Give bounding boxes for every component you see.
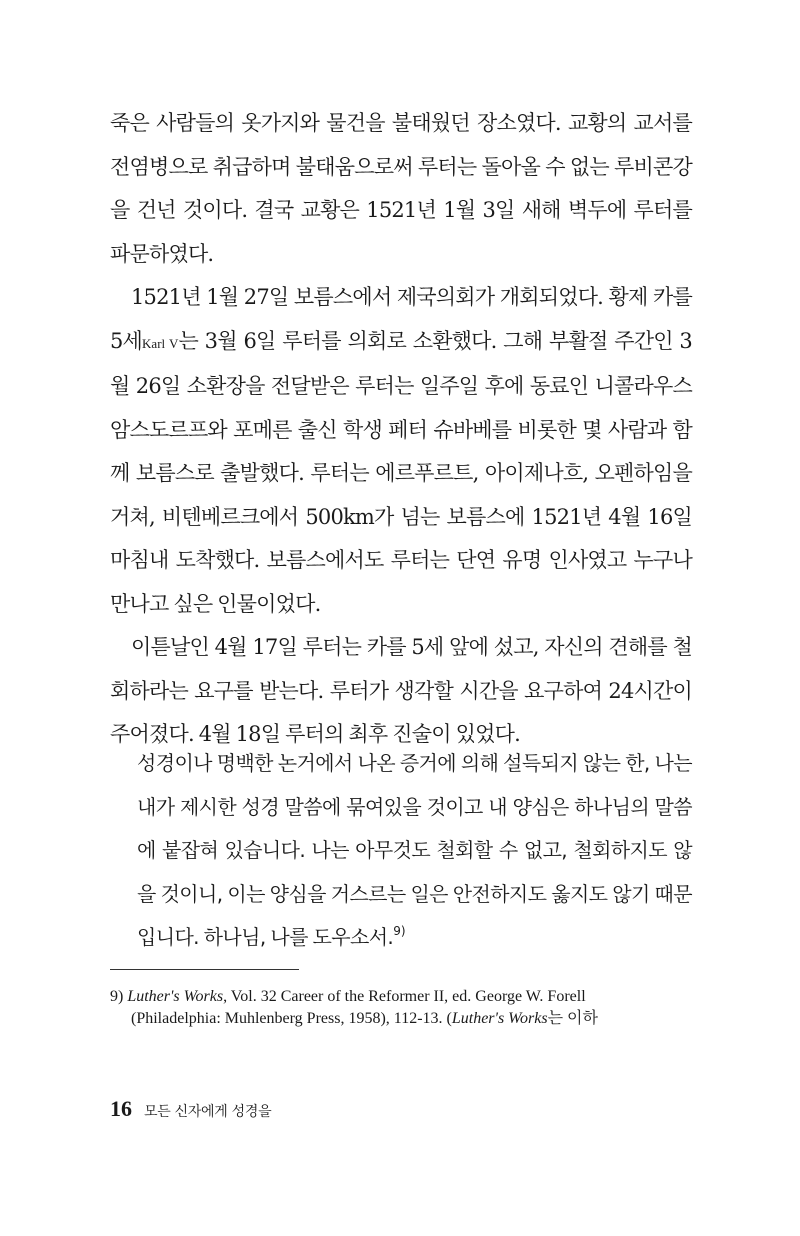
paragraph-2-text-a: 1521년 1월 27일 보름스에서 제국의회가 개회되었다. 황제 카를 5세: [110, 285, 692, 353]
paragraph-1-text: 죽은 사람들의 옷가지와 물건을 불태웠던 장소였다. 교황의 교서를 전염병으로 취급하며 불태움으로써 루터는 돌아올 수 없는 루비콘강을 건넌 것이다. 결국 교황은 1521년 1월 3일 새해 벽두에 루터를 파문하였다.: [110, 111, 692, 266]
footnote-line2-b: 는 이하: [547, 1010, 598, 1027]
footnote-line2-title: Luther's Works: [451, 1010, 548, 1027]
folio: [110, 1096, 271, 1122]
paragraph-2: [110, 276, 692, 626]
footnote-reference[interactable]: 9): [393, 924, 406, 938]
footnote: [110, 986, 692, 1030]
block-quote: [137, 742, 692, 960]
running-title: 모든 신자에게 성경을: [144, 1104, 272, 1120]
paragraph-2-gloss: Karl V: [142, 335, 179, 351]
body-text: [110, 102, 692, 757]
paragraph-3: [110, 626, 692, 757]
footnote-number: 9): [110, 988, 124, 1005]
paragraph-3-text: 이튿날인 4월 17일 루터는 카를 5세 앞에 섰고, 자신의 견해를 철회하라는 요구를 받는다. 루터가 생각할 시간을 요구하여 24시간이 주어졌다. 4월 18일 루터의 최후 진술이 있었다.: [110, 635, 692, 746]
quote-text: 성경이나 명백한 논거에서 나온 증거에 의해 설득되지 않는 한, 나는 내가 제시한 성경 말씀에 묶여있을 것이고 내 양심은 하나님의 말씀에 붙잡혀 있습니다. 나는 아무것도 철회할 수 없고, 철회하지도 않을 것이니, 이는 양심을 거스르는 일은 안전하지도 옳지도 않기 때문입니다. 하나님, 나를 도우소서.: [137, 751, 692, 949]
paragraph-1: [110, 102, 692, 276]
page-number: 16: [110, 1096, 132, 1121]
footnote-line2-a: (Philadelphia: Muhlenberg Press, 1958), 112-13. (: [131, 1010, 452, 1027]
footnote-line1: , Vol. 32 Career of the Reformer II, ed. George W. Forell: [223, 988, 586, 1005]
footnote-line2: [110, 1008, 692, 1030]
footnote-work-title: Luther's Works: [127, 988, 224, 1005]
paragraph-2-text-b: 는 3월 6일 루터를 의회로 소환했다. 그해 부활절 주간인 3월 26일 소환장을 전달받은 루터는 일주일 후에 동료인 니콜라우스 암스도르프와 포메른 출신 학생 페터 슈바베를 비롯한 몇 사람과 함께 보름스로 출발했다. 루터는 에르푸르트, 아이제나흐, 오펜하임을 거쳐, 비텐베르크에서 500km가 넘는 보름스에 1521년 4월 16일 마침내 도착했다. 보름스에서도 루터는 단연 유명 인사였고 누구나 만나고 싶은 인물이었다.: [110, 328, 692, 616]
footnote-divider: [110, 969, 299, 970]
